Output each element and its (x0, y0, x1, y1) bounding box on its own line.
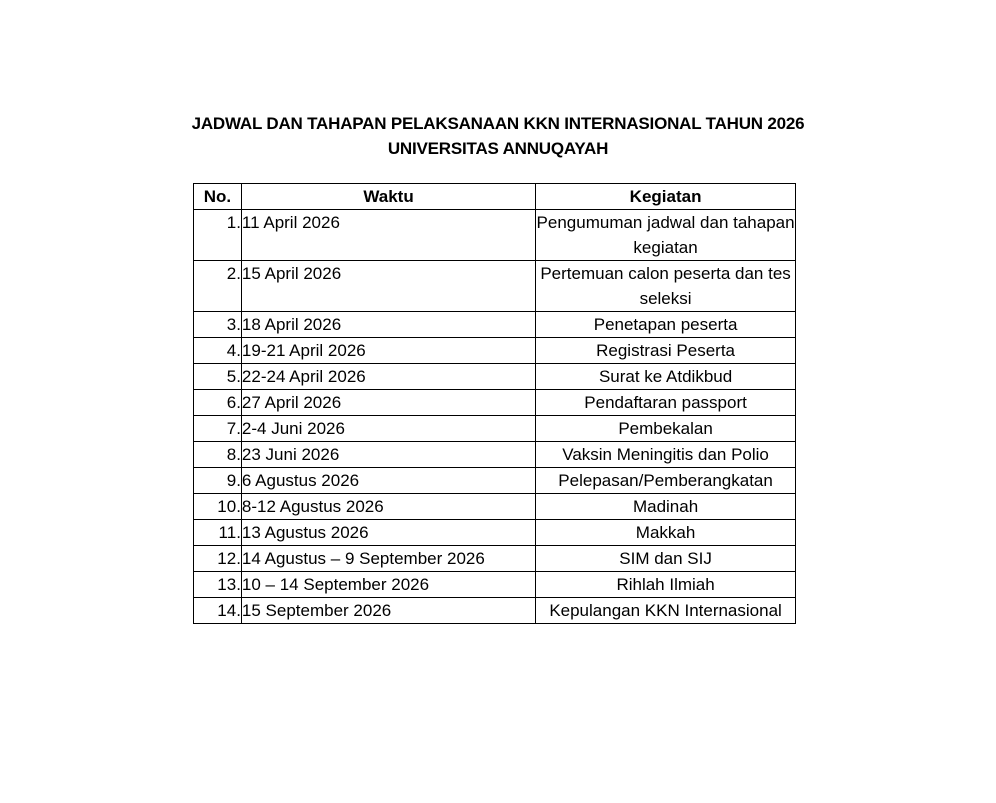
header-activity: Kegiatan (536, 184, 796, 210)
row-time: 19-21 April 2026 (241, 338, 535, 364)
table-row (194, 468, 796, 494)
row-activity: Pelepasan/Pemberangkatan (536, 468, 796, 494)
row-activity: Makkah (536, 520, 796, 546)
header-time: Waktu (241, 184, 535, 210)
row-number: 2. (194, 261, 242, 312)
table-row (194, 494, 796, 520)
table-row (194, 338, 796, 364)
row-time: 8-12 Agustus 2026 (241, 494, 535, 520)
table-row (194, 364, 796, 390)
title-line-1: JADWAL DAN TAHAPAN PELAKSANAAN KKN INTERNASIONAL TAHUN 2026 (191, 114, 805, 133)
row-number: 7. (194, 416, 242, 442)
table-row (194, 442, 796, 468)
row-activity: Penetapan peserta (536, 312, 796, 338)
table-row (194, 546, 796, 572)
row-activity: SIM dan SIJ (536, 546, 796, 572)
row-time: 15 April 2026 (241, 261, 535, 312)
row-time: 22-24 April 2026 (241, 364, 535, 390)
document-title (0, 111, 996, 161)
row-number: 11. (194, 520, 242, 546)
table-row (194, 520, 796, 546)
row-time: 18 April 2026 (241, 312, 535, 338)
table-header-row (194, 184, 796, 210)
row-activity: Kepulangan KKN Internasional (536, 598, 796, 624)
row-time: 27 April 2026 (241, 390, 535, 416)
row-number: 6. (194, 390, 242, 416)
table-row (194, 312, 796, 338)
title-line-2: UNIVERSITAS ANNUQAYAH (387, 139, 609, 158)
row-activity: Pertemuan calon peserta dan tes seleksi (536, 261, 796, 312)
row-time: 14 Agustus – 9 September 2026 (241, 546, 535, 572)
table-row (194, 598, 796, 624)
row-number: 13. (194, 572, 242, 598)
row-number: 1. (194, 210, 242, 261)
row-activity: Vaksin Meningitis dan Polio (536, 442, 796, 468)
header-no: No. (194, 184, 242, 210)
row-number: 12. (194, 546, 242, 572)
row-number: 10. (194, 494, 242, 520)
row-time: 15 September 2026 (241, 598, 535, 624)
row-activity: Madinah (536, 494, 796, 520)
row-activity: Pengumuman jadwal dan tahapan kegiatan (536, 210, 796, 261)
row-activity: Surat ke Atdikbud (536, 364, 796, 390)
table-row (194, 261, 796, 312)
table-row (194, 572, 796, 598)
row-number: 4. (194, 338, 242, 364)
row-number: 8. (194, 442, 242, 468)
schedule-table (193, 183, 796, 624)
row-time: 11 April 2026 (241, 210, 535, 261)
row-time: 23 Juni 2026 (241, 442, 535, 468)
row-number: 5. (194, 364, 242, 390)
row-time: 10 – 14 September 2026 (241, 572, 535, 598)
row-activity: Rihlah Ilmiah (536, 572, 796, 598)
row-number: 3. (194, 312, 242, 338)
table-row (194, 210, 796, 261)
row-activity: Pembekalan (536, 416, 796, 442)
row-activity: Registrasi Peserta (536, 338, 796, 364)
row-activity: Pendaftaran passport (536, 390, 796, 416)
table-row (194, 390, 796, 416)
row-time: 2-4 Juni 2026 (241, 416, 535, 442)
row-time: 6 Agustus 2026 (241, 468, 535, 494)
row-number: 9. (194, 468, 242, 494)
table-row (194, 416, 796, 442)
row-number: 14. (194, 598, 242, 624)
row-time: 13 Agustus 2026 (241, 520, 535, 546)
